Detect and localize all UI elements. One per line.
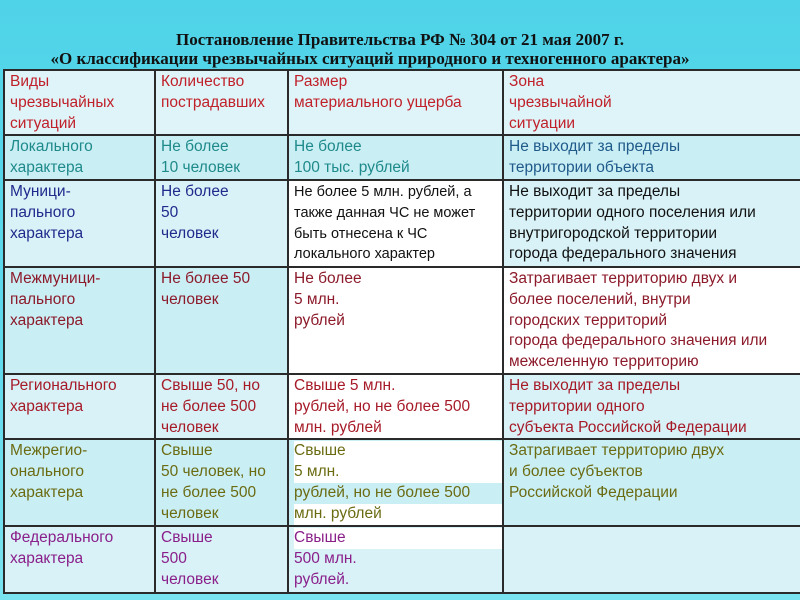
cell-line: и более субъектов bbox=[509, 463, 643, 481]
cell-victims bbox=[155, 135, 288, 180]
cell-line: Межрегио- bbox=[10, 442, 88, 460]
cell-line: 500 млн. bbox=[294, 550, 357, 568]
header-zone-line: чрезвычайной bbox=[509, 93, 612, 111]
cell-victims bbox=[155, 374, 288, 439]
header-zone bbox=[503, 70, 800, 135]
cell-line: характера bbox=[10, 159, 84, 177]
cell-line: 5 млн. bbox=[294, 290, 340, 308]
cell-damage bbox=[288, 526, 503, 593]
cell-line: рублей, но не более 500 bbox=[294, 483, 471, 501]
cell-line: млн. рублей bbox=[294, 504, 502, 525]
cell-line: Затрагивает территорию двух и bbox=[509, 269, 738, 287]
table-row-federal bbox=[4, 526, 800, 593]
cell-damage bbox=[288, 374, 503, 439]
header-victims-line: пострадавших bbox=[161, 93, 265, 111]
cell-type bbox=[4, 135, 155, 180]
cell-line: человек bbox=[161, 570, 219, 588]
cell-line: Свыше 50, но bbox=[161, 376, 260, 394]
cell-line: Не выходит за пределы bbox=[509, 138, 681, 156]
cell-type bbox=[4, 526, 155, 593]
header-damage-line: Размер bbox=[294, 73, 348, 90]
cell-line: Межмуници- bbox=[10, 269, 101, 287]
cell-victims bbox=[155, 526, 288, 593]
cell-line: межселенную территорию bbox=[509, 353, 699, 371]
cell-victims bbox=[155, 439, 288, 526]
cell-zone bbox=[503, 374, 800, 439]
cell-line: Не более 50 bbox=[161, 269, 251, 287]
cell-damage bbox=[288, 439, 503, 526]
title-line-2: «О классификации чрезвычайных ситуаций природного и техногенного арактера» bbox=[50, 49, 690, 68]
cell-line: субъекта Российской Федерации bbox=[509, 418, 747, 436]
table-row-intermunicipal bbox=[4, 267, 800, 374]
classification-table bbox=[3, 69, 800, 594]
cell-type bbox=[4, 374, 155, 439]
cell-line: пального bbox=[10, 290, 76, 308]
header-zone-line: ситуации bbox=[509, 114, 576, 132]
cell-line: Не более bbox=[161, 138, 229, 156]
cell-type bbox=[4, 267, 155, 374]
header-type-line: ситуаций bbox=[10, 114, 77, 132]
cell-line: Свыше bbox=[294, 441, 502, 462]
table-row-local bbox=[4, 135, 800, 180]
cell-zone bbox=[503, 526, 800, 593]
cell-line: характера bbox=[10, 224, 84, 242]
cell-line: Не более bbox=[161, 182, 229, 200]
cell-line: Муници- bbox=[10, 182, 71, 200]
cell-damage bbox=[288, 180, 503, 267]
cell-line: 5 млн. bbox=[294, 462, 502, 483]
cell-line: рублей bbox=[294, 311, 345, 329]
cell-line: города федерального значения bbox=[509, 245, 737, 263]
header-type bbox=[4, 70, 155, 135]
cell-line: также данная ЧС не может bbox=[294, 204, 476, 221]
cell-line: Российской Федерации bbox=[509, 483, 678, 501]
cell-line: более поселений, внутри bbox=[509, 290, 691, 308]
cell-line: 50 человек, но bbox=[161, 463, 266, 481]
cell-line: территории одного bbox=[509, 397, 645, 415]
table-header-row bbox=[4, 70, 800, 135]
cell-line: человек bbox=[161, 290, 219, 308]
cell-line: территории объекта bbox=[509, 159, 655, 177]
cell-line: не более 500 bbox=[161, 397, 257, 415]
cell-line: Свыше bbox=[161, 442, 213, 460]
cell-line: Свыше bbox=[161, 529, 213, 547]
header-victims-line: Количество bbox=[161, 73, 245, 90]
cell-line: Не более bbox=[294, 138, 362, 156]
cell-line: Федерального bbox=[10, 529, 114, 547]
header-zone-line: Зона bbox=[509, 73, 545, 90]
cell-line: млн. рублей bbox=[294, 418, 382, 436]
cell-line: характера bbox=[10, 311, 84, 329]
cell-line: рублей. bbox=[294, 570, 350, 588]
cell-line: Регионального bbox=[10, 376, 117, 394]
header-type-line: чрезвычайных bbox=[10, 93, 115, 111]
header-victims bbox=[155, 70, 288, 135]
cell-victims bbox=[155, 267, 288, 374]
cell-line: Не более bbox=[294, 269, 362, 287]
cell-line: Не выходит за пределы bbox=[509, 182, 681, 200]
cell-damage bbox=[288, 267, 503, 374]
cell-line: онального bbox=[10, 463, 85, 481]
cell-line: Свыше bbox=[294, 528, 502, 549]
cell-type bbox=[4, 180, 155, 267]
cell-line: Локального bbox=[10, 138, 93, 156]
title-line-1: Постановление Правительства РФ № 304 от 21 мая 2007 г. bbox=[176, 30, 624, 49]
header-damage bbox=[288, 70, 503, 135]
cell-line: территории одного поселения или bbox=[509, 203, 756, 221]
cell-line: человек bbox=[161, 504, 219, 522]
cell-line: человек bbox=[161, 224, 219, 242]
cell-victims bbox=[155, 180, 288, 267]
cell-line: Затрагивает территорию двух bbox=[509, 442, 725, 460]
cell-zone bbox=[503, 267, 800, 374]
table-row-municipal bbox=[4, 180, 800, 267]
cell-line: рублей, но не более 500 bbox=[294, 397, 471, 415]
cell-line: пального bbox=[10, 203, 76, 221]
cell-damage bbox=[288, 135, 503, 180]
cell-zone bbox=[503, 439, 800, 526]
cell-zone bbox=[503, 135, 800, 180]
cell-line: городских территорий bbox=[509, 311, 668, 329]
cell-line: 50 bbox=[161, 203, 179, 221]
table-row-regional bbox=[4, 374, 800, 439]
cell-line: не более 500 bbox=[161, 483, 257, 501]
cell-line: локального характер bbox=[294, 246, 435, 263]
cell-type bbox=[4, 439, 155, 526]
cell-line: города федерального значения или bbox=[509, 332, 768, 350]
cell-line: Свыше 5 млн. bbox=[294, 376, 396, 394]
cell-line: Не выходит за пределы bbox=[509, 376, 681, 394]
cell-line: характера bbox=[10, 397, 84, 415]
cell-line: Не более 5 млн. рублей, а bbox=[294, 183, 472, 200]
cell-line: характера bbox=[10, 483, 84, 501]
header-type-line: Виды bbox=[10, 73, 50, 90]
cell-line: 10 человек bbox=[161, 159, 241, 177]
cell-line: 500 bbox=[161, 550, 187, 568]
header-damage-line: материального ущерба bbox=[294, 93, 462, 111]
cell-line: человек bbox=[161, 418, 219, 436]
table-row-interregional bbox=[4, 439, 800, 526]
cell-zone bbox=[503, 180, 800, 267]
cell-line: 100 тыс. рублей bbox=[294, 159, 410, 177]
cell-line: внутригородской территории bbox=[509, 224, 718, 242]
cell-line: характера bbox=[10, 550, 84, 568]
cell-line: быть отнесена к ЧС bbox=[294, 225, 428, 242]
